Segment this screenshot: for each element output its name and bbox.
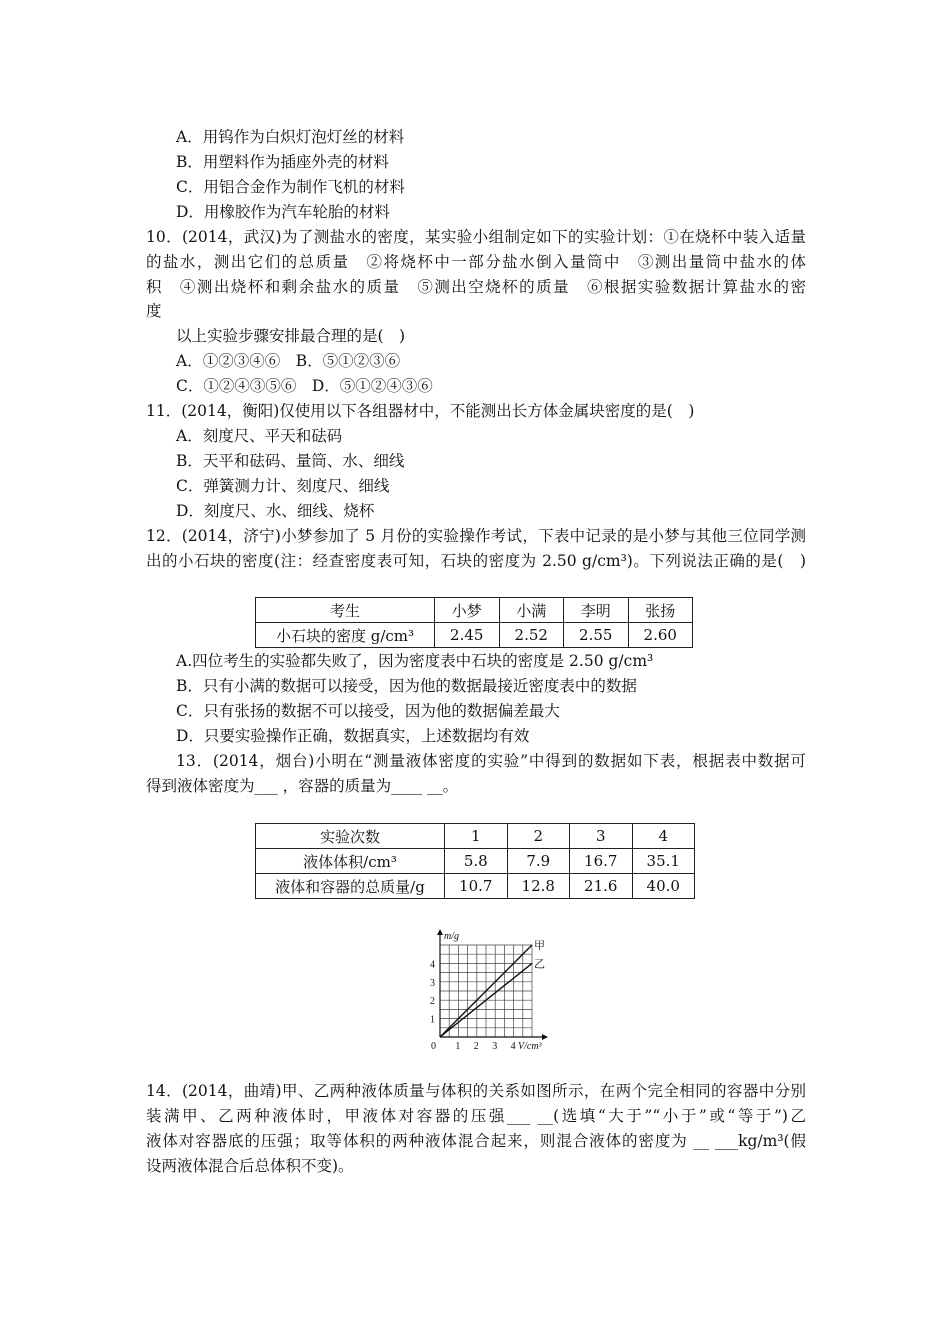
table-header-cell: 小梦	[435, 598, 500, 623]
q13-stem-line-2: 得到液体密度为___ ，容器的质量为____ __。	[146, 777, 459, 795]
q12-option-c: C．只有张扬的数据不可以接受，因为他的数据偏差最大	[176, 702, 560, 720]
y-axis-label: m/g	[444, 931, 459, 942]
table-row	[256, 623, 693, 648]
table-header-cell: 实验次数	[256, 824, 445, 849]
table-header-cell: 张扬	[628, 598, 693, 623]
table-cell: 2.60	[628, 623, 693, 648]
series-label: 甲	[534, 940, 545, 952]
x-axis-arrow	[542, 1034, 548, 1040]
q11-option-d: D．刻度尺、水、细线、烧杯	[176, 502, 375, 520]
table-cell: 40.0	[632, 874, 695, 899]
table-row-label: 液体和容器的总质量/g	[256, 874, 445, 899]
q9-option-c: C．用铝合金作为制作飞机的材料	[176, 178, 405, 196]
table-cell: 7.9	[507, 849, 570, 874]
mass-volume-graph	[418, 924, 578, 1054]
y-tick-label: 2	[430, 996, 435, 1008]
q9-option-d: D．用橡胶作为汽车轮胎的材料	[176, 203, 390, 221]
q11-option-b: B．天平和砝码、量筒、水、细线	[176, 452, 405, 470]
y-tick-label: 1	[430, 1014, 435, 1026]
q14-stem-line-3: 液体对容器底的压强；取等体积的两种液体混合起来，则混合液体的密度为 __ ___kg/m³(假	[146, 1132, 806, 1150]
table-row	[256, 874, 695, 899]
q12-option-d: D．只要实验操作正确，数据真实，上述数据均有效	[176, 727, 530, 745]
series-label: 乙	[534, 958, 545, 971]
table-cell: 2.55	[564, 623, 629, 648]
q14-stem-line-4: 设两液体混合后总体积不变)。	[146, 1157, 354, 1175]
table-cell: 16.7	[570, 849, 633, 874]
q14-stem-line-1: 14．(2014，曲靖)甲、乙两种液体质量与体积的关系如图所示，在两个完全相同的容器中分别	[146, 1082, 806, 1100]
table-row-label: 小石块的密度 g/cm³	[256, 623, 435, 648]
x-tick-label: 3	[492, 1041, 498, 1052]
x-tick-label: 2	[473, 1041, 479, 1052]
table-header-cell: 1	[445, 824, 508, 849]
table-header-cell: 李明	[564, 598, 629, 623]
x-tick-label: 0	[431, 1041, 436, 1052]
table-cell: 2.45	[435, 623, 500, 648]
q12-option-b: B．只有小满的数据可以接受，因为他的数据最接近密度表中的数据	[176, 677, 637, 695]
table-cell: 5.8	[445, 849, 508, 874]
q13-stem-line-1: 13．(2014，烟台)小明在“测量液体密度的实验”中得到的数据如下表，根据表中数据可	[176, 752, 806, 770]
y-axis-arrow	[437, 929, 443, 935]
table-row	[256, 849, 695, 874]
q10-stem-line-4: 度	[146, 302, 162, 320]
q9-option-a: A．用钨作为白炽灯泡灯丝的材料	[176, 128, 405, 146]
table-cell: 35.1	[632, 849, 695, 874]
x-tick-label: 4	[510, 1041, 516, 1052]
q10-options-ab: A．①②③④⑥ B．⑤①②③⑥	[176, 352, 401, 370]
y-tick-label: 3	[430, 977, 435, 989]
table-header-cell: 3	[570, 824, 633, 849]
q13-data-table	[255, 823, 695, 899]
table-cell: 10.7	[445, 874, 508, 899]
q14-stem-line-2: 装满甲、乙两种液体时，甲液体对容器的压强___ __(选填“大于”“小于”或“等于”)乙	[146, 1107, 806, 1125]
y-tick-label: 4	[430, 959, 435, 971]
q11-option-c: C．弹簧测力计、刻度尺、细线	[176, 477, 390, 495]
q12-density-table	[255, 597, 693, 648]
q10-stem-line-2: 的盐水，测出它们的总质量 ②将烧杯中一部分盐水倒入量筒中 ③测出量筒中盐水的体	[146, 253, 806, 271]
table-header-cell: 2	[507, 824, 570, 849]
q10-options-cd: C．①②④③⑤⑥ D．⑤①②④③⑥	[176, 377, 433, 395]
table-cell: 21.6	[570, 874, 633, 899]
table-header-row	[256, 598, 693, 623]
q10-stem-line-1: 10．(2014，武汉)为了测盐水的密度，某实验小组制定如下的实验计划：①在烧杯中装入适量	[146, 228, 806, 246]
table-header-cell: 小满	[499, 598, 564, 623]
q12-stem-line-1: 12．(2014，济宁)小梦参加了 5 月份的实验操作考试，下表中记录的是小梦与其他三位同学测	[146, 527, 806, 545]
x-axis-label: V/cm³	[518, 1041, 542, 1052]
table-cell: 2.52	[499, 623, 564, 648]
q11-option-a: A．刻度尺、平天和砝码	[176, 427, 343, 445]
q10-stem-line-3: 积 ④测出烧杯和剩余盐水的质量 ⑤测出空烧杯的质量 ⑥根据实验数据计算盐水的密	[146, 278, 806, 296]
x-tick-label: 1	[455, 1041, 461, 1052]
q12-stem-line-2: 出的小石块的密度(注：经查密度表可知，石块的密度为 2.50 g/cm³)。下列说法正确的是( )	[146, 552, 806, 570]
table-header-row	[256, 824, 695, 849]
q10-prompt: 以上实验步骤安排最合理的是( )	[176, 327, 406, 345]
table-row-label: 液体体积/cm³	[256, 849, 445, 874]
q9-option-b: B．用塑料作为插座外壳的材料	[176, 153, 389, 171]
q12-option-a: A.四位考生的实验都失败了，因为密度表中石块的密度是 2.50 g/cm³	[176, 652, 654, 670]
table-header-cell: 考生	[256, 598, 435, 623]
q11-stem: 11．(2014，衡阳)仅使用以下各组器材中，不能测出长方体金属块密度的是( )	[146, 402, 695, 420]
table-header-cell: 4	[632, 824, 695, 849]
table-cell: 12.8	[507, 874, 570, 899]
